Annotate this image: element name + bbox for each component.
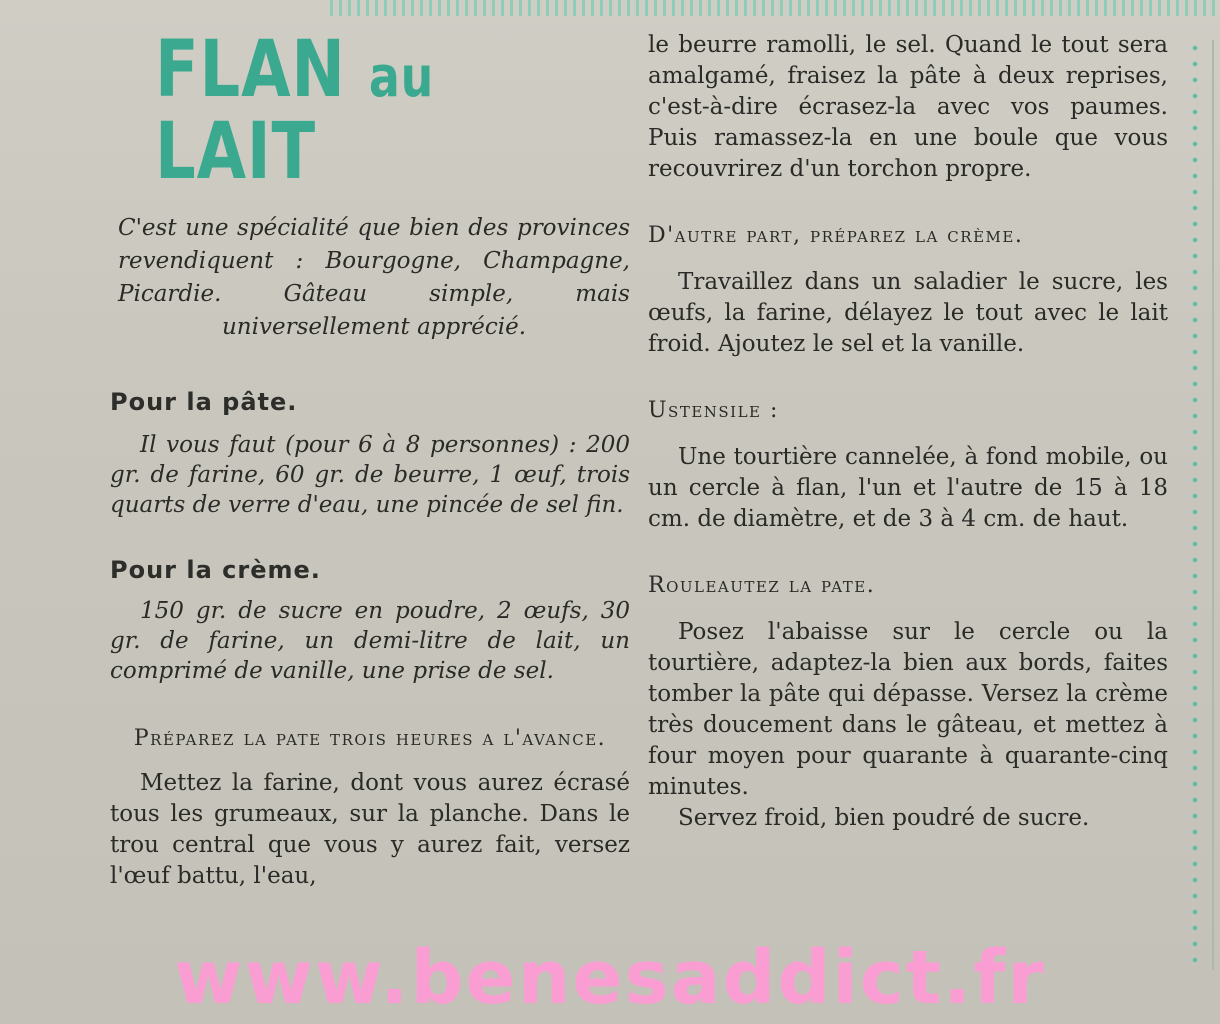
title-word-lait: LAIT <box>155 106 316 197</box>
step-rouleautez-text: Posez l'abaisse sur le cercle ou la tourtière, adaptez-la bien aux bords, faites tomber la pâte qui dépasse. Versez la crème très doucement dans le gâteau, et mettez à four moyen pour quarante à quarante-cinq minutes. <box>648 619 1168 800</box>
step-creme-heading: D'autre part, préparez la crème. <box>648 223 1024 248</box>
pate-ingredients: Il vous faut (pour 6 à 8 personnes) : 200 gr. de farine, 60 gr. de beurre, 1 œuf, trois quarts de verre d'eau, une pincée de sel fin. <box>110 431 630 518</box>
step-pate-heading: Préparez la pate trois heures a l'avance. <box>133 725 607 751</box>
page-edge <box>1212 40 1214 970</box>
left-column <box>110 25 630 892</box>
site-watermark: www.benesaddict.fr <box>174 935 1046 1021</box>
step-pate-text: Mettez la farine, dont vous aurez écrasé tous les grumeaux, sur la planche. Dans le trou central que vous y aurez fait, versez l'œuf battu, l'eau, <box>110 769 630 889</box>
creme-heading: Pour la crème. <box>110 555 321 584</box>
title-word-flan: FLAN <box>155 25 346 115</box>
recipe-title <box>155 25 545 197</box>
step-rouleautez-heading: Rouleautez la pate. <box>648 573 876 598</box>
decorative-top-border <box>330 0 1220 16</box>
decorative-dotted-border <box>1190 40 1200 970</box>
pate-heading: Pour la pâte. <box>110 387 298 416</box>
step-serve-text: Servez froid, bien poudré de sucre. <box>678 805 1090 831</box>
step-creme-text: Travaillez dans un saladier le sucre, les œufs, la farine, délayez le tout avec le lait froid. Ajoutez le sel et la vanille. <box>648 269 1168 357</box>
recipe-intro: C'est une spécialité que bien des provinces revendiquent : Bourgogne, Champagne, Picardie. Gâteau simple, mais universellement apprécié. <box>118 214 630 340</box>
creme-ingredients: 150 gr. de sucre en poudre, 2 œufs, 30 gr. de farine, un demi-litre de lait, un comprimé de vanille, une prise de sel. <box>110 597 630 684</box>
step-pate-text-continued: le beurre ramolli, le sel. Quand le tout sera amalgamé, fraisez la pâte à deux reprises, c'est-à-dire écrasez-la avec vos paumes. Puis ramassez-la en une boule que vous recouvrirez d'un torchon propre. <box>648 32 1168 182</box>
ustensile-text: Une tourtière cannelée, à fond mobile, ou un cercle à flan, l'un et l'autre de 15 à 18 cm. de diamètre, et de 3 à 4 cm. de haut. <box>648 444 1168 532</box>
right-column <box>648 30 1168 834</box>
title-word-au: au <box>368 45 435 110</box>
ustensile-heading: Ustensile : <box>648 398 779 423</box>
